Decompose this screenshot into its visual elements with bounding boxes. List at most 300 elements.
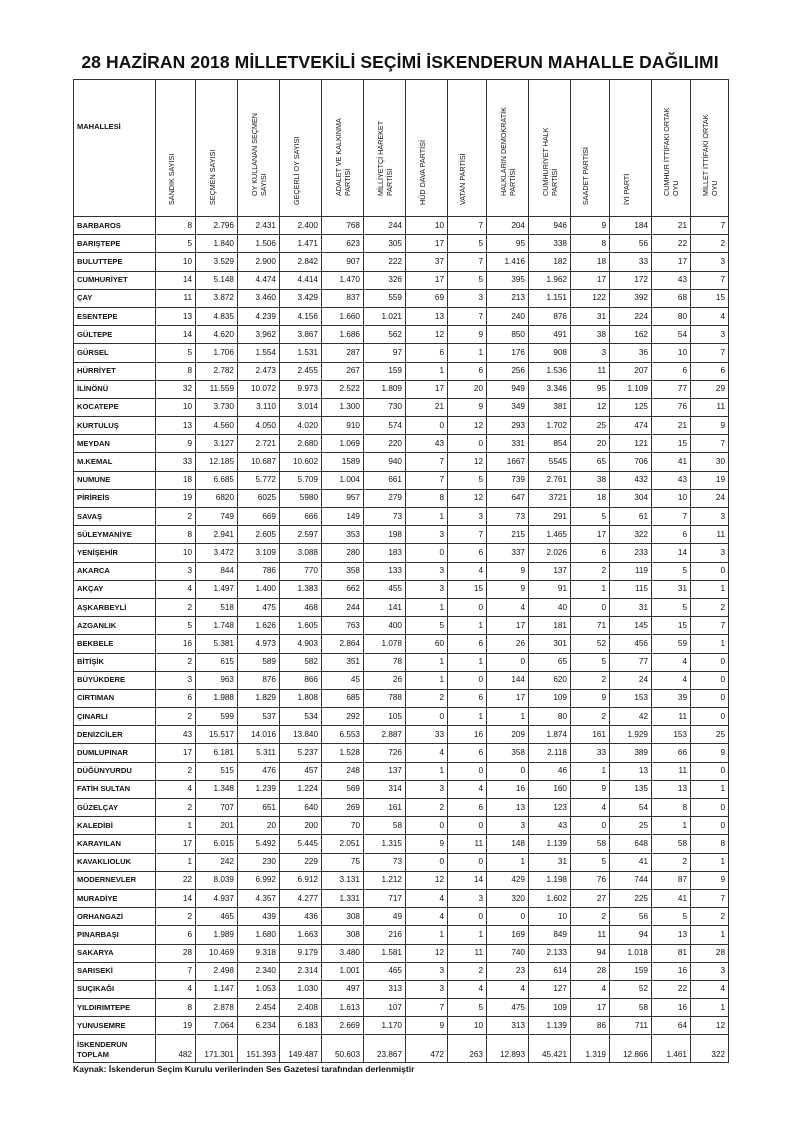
table-cell: 4.903 [280, 635, 322, 653]
table-cell: 8 [156, 217, 196, 235]
table-cell: 786 [238, 562, 280, 580]
table-row [74, 908, 729, 926]
table-cell: 2 [156, 708, 196, 726]
table-cell: 1 [691, 999, 729, 1017]
table-cell: 313 [364, 980, 406, 998]
table-cell: 3 [691, 253, 729, 271]
table-cell: 1 [406, 762, 448, 780]
table-cell: 515 [196, 762, 238, 780]
table-row [74, 962, 729, 980]
table-cell: 0 [691, 762, 729, 780]
mahalle-name-cell: İLİNÖNÜ [74, 380, 156, 398]
table-cell: 12.866 [610, 1035, 652, 1063]
table-cell: 4.357 [238, 889, 280, 907]
mahalle-name-cell: SAKARYA [74, 944, 156, 962]
table-cell: 33 [156, 453, 196, 471]
table-row [74, 289, 729, 307]
table-cell: 43 [156, 726, 196, 744]
table-cell: 475 [487, 999, 529, 1017]
table-cell: 2.680 [280, 435, 322, 453]
table-cell: 5 [652, 908, 691, 926]
table-cell: 12 [406, 944, 448, 962]
table-cell: 1.663 [280, 926, 322, 944]
table-cell: 233 [610, 544, 652, 562]
table-cell: 162 [610, 326, 652, 344]
table-cell: 647 [487, 489, 529, 507]
table-cell: 8 [406, 489, 448, 507]
table-cell: 620 [529, 671, 571, 689]
mahalle-name-cell: ÇINARLI [74, 708, 156, 726]
table-cell: 392 [610, 289, 652, 307]
table-cell: 6.553 [322, 726, 364, 744]
table-cell: 7 [448, 217, 487, 235]
table-cell: 65 [529, 653, 571, 671]
table-cell: 58 [364, 817, 406, 835]
table-cell: 149.487 [280, 1035, 322, 1063]
table-row [74, 253, 729, 271]
table-cell: 0 [406, 544, 448, 562]
table-cell: 31 [652, 580, 691, 598]
table-cell: 615 [196, 653, 238, 671]
mahalle-name-cell: ORHANGAZİ [74, 908, 156, 926]
table-cell: 15 [691, 289, 729, 307]
table-cell: 320 [487, 889, 529, 907]
table-cell: 3 [156, 562, 196, 580]
table-cell: 5980 [280, 489, 322, 507]
table-cell: 6 [156, 926, 196, 944]
table-cell: 248 [322, 762, 364, 780]
table-cell: 3.472 [196, 544, 238, 562]
table-cell: 20 [571, 435, 610, 453]
table-cell: 242 [196, 853, 238, 871]
table-cell: 400 [364, 617, 406, 635]
table-cell: 7 [691, 889, 729, 907]
page-title: 28 HAZİRAN 2018 MİLLETVEKİLİ SEÇİMİ İSKENDERUN MAHALLE DAĞILIMI [81, 52, 719, 72]
table-cell: 17 [487, 689, 529, 707]
table-cell: 11 [571, 362, 610, 380]
table-cell: 204 [487, 217, 529, 235]
table-cell: 293 [487, 417, 529, 435]
table-cell: 1.506 [238, 235, 280, 253]
table-cell: 534 [280, 708, 322, 726]
table-cell: 1.315 [364, 835, 406, 853]
table-cell: 1 [691, 926, 729, 944]
table-cell: 213 [487, 289, 529, 307]
mahalle-name-cell: CUMHURİYET [74, 271, 156, 289]
mahalle-name-cell: BÜYÜKDERE [74, 671, 156, 689]
table-cell: 6 [691, 362, 729, 380]
table-cell: 26 [364, 671, 406, 689]
table-cell: 876 [529, 307, 571, 325]
table-cell: 5 [156, 235, 196, 253]
table-cell: 1.748 [196, 617, 238, 635]
table-cell: 1.400 [238, 580, 280, 598]
table-cell: 2 [571, 562, 610, 580]
table-cell: 78 [364, 653, 406, 671]
table-cell: 30 [691, 453, 729, 471]
table-cell: 240 [487, 307, 529, 325]
table-cell: 42 [610, 708, 652, 726]
table-cell: 1.680 [238, 926, 280, 944]
table-cell: 1.147 [196, 980, 238, 998]
table-cell: 5.311 [238, 744, 280, 762]
table-cell: 220 [364, 435, 406, 453]
mahalle-name-cell: M.KEMAL [74, 453, 156, 471]
table-cell: 1 [406, 598, 448, 616]
mahalle-name-cell: SÜLEYMANİYE [74, 526, 156, 544]
table-cell: 17 [406, 271, 448, 289]
table-cell: 1.874 [529, 726, 571, 744]
table-row [74, 689, 729, 707]
table-cell: 0 [691, 671, 729, 689]
table-row [74, 744, 729, 762]
table-cell: 38 [571, 326, 610, 344]
table-cell: 16 [156, 635, 196, 653]
table-row [74, 799, 729, 817]
table-cell: 49 [364, 908, 406, 926]
table-cell: 4 [448, 562, 487, 580]
table-row [74, 380, 729, 398]
table-cell: 2 [571, 671, 610, 689]
table-cell: 1.840 [196, 235, 238, 253]
table-cell: 6 [156, 689, 196, 707]
table-row [74, 726, 729, 744]
table-cell: 5.237 [280, 744, 322, 762]
table-cell: 287 [322, 344, 364, 362]
table-cell: 907 [322, 253, 364, 271]
table-row [74, 598, 729, 616]
table-cell: 70 [322, 817, 364, 835]
table-cell: 661 [364, 471, 406, 489]
table-cell: 381 [529, 398, 571, 416]
table-row [74, 344, 729, 362]
table-cell: 2.522 [322, 380, 364, 398]
table-cell: 4 [487, 598, 529, 616]
table-cell: 15 [652, 617, 691, 635]
table-cell: 172 [610, 271, 652, 289]
table-cell: 614 [529, 962, 571, 980]
table-cell: 6 [652, 526, 691, 544]
table-cell: 80 [652, 307, 691, 325]
table-cell: 436 [280, 908, 322, 926]
table-cell: 81 [652, 944, 691, 962]
table-cell: 13 [652, 780, 691, 798]
table-cell: 465 [364, 962, 406, 980]
table-cell: 153 [652, 726, 691, 744]
table-cell: 1.198 [529, 871, 571, 889]
table-cell: 2.900 [238, 253, 280, 271]
table-cell: 5 [571, 853, 610, 871]
table-cell: 456 [610, 635, 652, 653]
table-cell: 66 [652, 744, 691, 762]
table-row [74, 853, 729, 871]
table-cell: 123 [529, 799, 571, 817]
table-cell: 40 [529, 598, 571, 616]
table-cell: 5 [448, 271, 487, 289]
table-cell: 43 [529, 817, 571, 835]
table-cell: 1 [652, 817, 691, 835]
table-cell: 10 [652, 344, 691, 362]
table-cell: 1.962 [529, 271, 571, 289]
table-cell: 144 [487, 671, 529, 689]
table-cell: 61 [610, 508, 652, 526]
table-cell: 2.473 [238, 362, 280, 380]
table-cell: 7 [156, 962, 196, 980]
table-cell: 717 [364, 889, 406, 907]
table-cell: 1.319 [571, 1035, 610, 1063]
table-cell: 9 [571, 217, 610, 235]
table-cell: 77 [652, 380, 691, 398]
table-row [74, 235, 729, 253]
table-cell: 31 [529, 853, 571, 871]
table-cell: 0 [406, 417, 448, 435]
table-cell: 31 [610, 598, 652, 616]
table-cell: 127 [529, 980, 571, 998]
table-cell: 11.559 [196, 380, 238, 398]
table-cell: 4.050 [238, 417, 280, 435]
table-cell: 1 [691, 635, 729, 653]
table-cell: 1.069 [322, 435, 364, 453]
table-cell: 56 [610, 235, 652, 253]
table-cell: 2.408 [280, 999, 322, 1017]
table-cell: 6 [571, 544, 610, 562]
table-cell: 13 [156, 307, 196, 325]
mahalle-name-cell: İSKENDERUN TOPLAM [74, 1035, 156, 1063]
table-cell: 37 [406, 253, 448, 271]
table-cell: 6.992 [238, 871, 280, 889]
table-row [74, 307, 729, 325]
table-cell: 14 [156, 271, 196, 289]
table-cell: 3 [487, 817, 529, 835]
table-cell: 14 [156, 889, 196, 907]
table-cell: 3.872 [196, 289, 238, 307]
mahalle-name-cell: GÜZELÇAY [74, 799, 156, 817]
table-cell: 122 [571, 289, 610, 307]
table-cell: 1.018 [610, 944, 652, 962]
table-cell: 36 [610, 344, 652, 362]
mahalle-name-cell: HÜRRİYET [74, 362, 156, 380]
table-cell: 9 [487, 580, 529, 598]
table-cell: 7 [448, 307, 487, 325]
table-cell: 1.702 [529, 417, 571, 435]
table-row [74, 817, 729, 835]
mahalle-name-cell: BARBAROS [74, 217, 156, 235]
table-cell: 17 [156, 835, 196, 853]
table-cell: 33 [610, 253, 652, 271]
table-cell: 4.560 [196, 417, 238, 435]
table-cell: 6 [652, 362, 691, 380]
table-cell: 222 [364, 253, 406, 271]
mahalle-name-cell: AZGANLIK [74, 617, 156, 635]
table-cell: 1.989 [196, 926, 238, 944]
table-cell: 148 [487, 835, 529, 853]
table-cell: 207 [610, 362, 652, 380]
table-cell: 6 [448, 689, 487, 707]
table-cell: 3 [691, 544, 729, 562]
table-cell: 8 [691, 835, 729, 853]
table-cell: 6 [406, 344, 448, 362]
table-row [74, 417, 729, 435]
table-cell: 184 [610, 217, 652, 235]
table-cell: 137 [529, 562, 571, 580]
table-cell: 6 [448, 362, 487, 380]
table-cell: 8 [156, 526, 196, 544]
table-cell: 1.528 [322, 744, 364, 762]
table-cell: 263 [448, 1035, 487, 1063]
table-cell: 39 [652, 689, 691, 707]
total-row [74, 1035, 729, 1063]
table-row [74, 889, 729, 907]
table-cell: 2.721 [238, 435, 280, 453]
table-cell: 331 [487, 435, 529, 453]
table-cell: 6 [448, 635, 487, 653]
table-cell: 28 [691, 944, 729, 962]
table-cell: 1.613 [322, 999, 364, 1017]
table-row [74, 999, 729, 1017]
mahalle-name-cell: BEKBELE [74, 635, 156, 653]
table-cell: 12 [448, 417, 487, 435]
table-cell: 121 [610, 435, 652, 453]
table-cell: 69 [406, 289, 448, 307]
table-cell: 739 [487, 471, 529, 489]
table-cell: 582 [280, 653, 322, 671]
table-cell: 2.941 [196, 526, 238, 544]
table-cell: 15 [448, 580, 487, 598]
table-cell: 2 [156, 762, 196, 780]
table-cell: 182 [529, 253, 571, 271]
table-cell: 95 [487, 235, 529, 253]
table-cell: 119 [610, 562, 652, 580]
table-row [74, 580, 729, 598]
table-cell: 33 [571, 744, 610, 762]
table-cell: 358 [322, 562, 364, 580]
table-cell: 4.835 [196, 307, 238, 325]
table-cell: 6.183 [280, 1017, 322, 1035]
table-cell: 86 [571, 1017, 610, 1035]
table-cell: 2.498 [196, 962, 238, 980]
column-header: ADALET VE KALKINMA PARTİSİ [322, 80, 364, 217]
table-cell: 0 [691, 689, 729, 707]
table-cell: 8 [156, 999, 196, 1017]
table-cell: 2.887 [364, 726, 406, 744]
table-cell: 2.605 [238, 526, 280, 544]
table-cell: 1.239 [238, 780, 280, 798]
table-cell: 3 [406, 962, 448, 980]
table-cell: 1.686 [322, 326, 364, 344]
mahalle-name-cell: AKARCA [74, 562, 156, 580]
table-cell: 7.064 [196, 1017, 238, 1035]
table-cell: 1.348 [196, 780, 238, 798]
table-cell: 200 [280, 817, 322, 835]
table-cell: 19 [156, 1017, 196, 1035]
table-cell: 4 [406, 744, 448, 762]
table-cell: 280 [322, 544, 364, 562]
table-cell: 91 [529, 580, 571, 598]
table-cell: 1.988 [196, 689, 238, 707]
table-cell: 0 [448, 762, 487, 780]
table-cell: 65 [571, 453, 610, 471]
table-cell: 183 [364, 544, 406, 562]
table-cell: 14.016 [238, 726, 280, 744]
mahalle-name-cell: GÜLTEPE [74, 326, 156, 344]
table-cell: 1667 [487, 453, 529, 471]
table-row [74, 489, 729, 507]
table-row [74, 708, 729, 726]
mahalle-name-cell: PİRİREİS [74, 489, 156, 507]
table-cell: 0 [691, 562, 729, 580]
table-cell: 6.234 [238, 1017, 280, 1035]
table-cell: 215 [487, 526, 529, 544]
table-cell: 3.110 [238, 398, 280, 416]
table-cell: 4 [448, 980, 487, 998]
table-cell: 1 [448, 708, 487, 726]
table-cell: 3 [406, 526, 448, 544]
table-cell: 0 [571, 598, 610, 616]
table-cell: 0 [406, 817, 448, 835]
table-cell: 6 [448, 544, 487, 562]
table-cell: 11 [652, 708, 691, 726]
table-cell: 14 [652, 544, 691, 562]
table-cell: 73 [364, 508, 406, 526]
table-cell: 19 [156, 489, 196, 507]
table-cell: 669 [238, 508, 280, 526]
table-cell: 706 [610, 453, 652, 471]
table-cell: 559 [364, 289, 406, 307]
table-cell: 1 [691, 853, 729, 871]
table-cell: 482 [156, 1035, 196, 1063]
table-cell: 472 [406, 1035, 448, 1063]
table-cell: 18 [571, 253, 610, 271]
table-cell: 3 [448, 889, 487, 907]
table-cell: 5 [448, 471, 487, 489]
column-header: MİLLET İTTİFAKI ORTAK OYU [691, 80, 729, 217]
table-cell: 12 [406, 326, 448, 344]
table-cell: 115 [610, 580, 652, 598]
table-cell: 5 [571, 653, 610, 671]
table-cell: 749 [196, 508, 238, 526]
table-cell: 9 [691, 744, 729, 762]
table-cell: 64 [652, 1017, 691, 1035]
table-cell: 4 [156, 980, 196, 998]
table-cell: 1.605 [280, 617, 322, 635]
table-cell: 651 [238, 799, 280, 817]
header-row [74, 80, 729, 217]
table-cell: 6.181 [196, 744, 238, 762]
column-header: HÜD DAVA PARTİSİ [406, 80, 448, 217]
table-cell: 10.072 [238, 380, 280, 398]
table-cell: 149 [322, 508, 364, 526]
mahalle-name-cell: YILDIRIMTEPE [74, 999, 156, 1017]
table-cell: 854 [529, 435, 571, 453]
column-header: HALKLARIN DEMOKRATİK PARTİSİ [487, 80, 529, 217]
table-cell: 3721 [529, 489, 571, 507]
table-cell: 4 [652, 671, 691, 689]
table-cell: 308 [322, 908, 364, 926]
column-header: SEÇMEN SAYISI [196, 80, 238, 217]
table-cell: 574 [364, 417, 406, 435]
table-cell: 4.156 [280, 307, 322, 325]
table-cell: 2.669 [322, 1017, 364, 1035]
table-cell: 1 [406, 671, 448, 689]
table-cell: 850 [487, 326, 529, 344]
column-header: CUMHUR İTTİFAKI ORTAK OYU [652, 80, 691, 217]
table-cell: 3.529 [196, 253, 238, 271]
table-cell: 18 [156, 471, 196, 489]
table-cell: 1.471 [280, 235, 322, 253]
table-cell: 3.730 [196, 398, 238, 416]
column-header: GEÇERLİ OY SAYISI [280, 80, 322, 217]
table-row [74, 980, 729, 998]
